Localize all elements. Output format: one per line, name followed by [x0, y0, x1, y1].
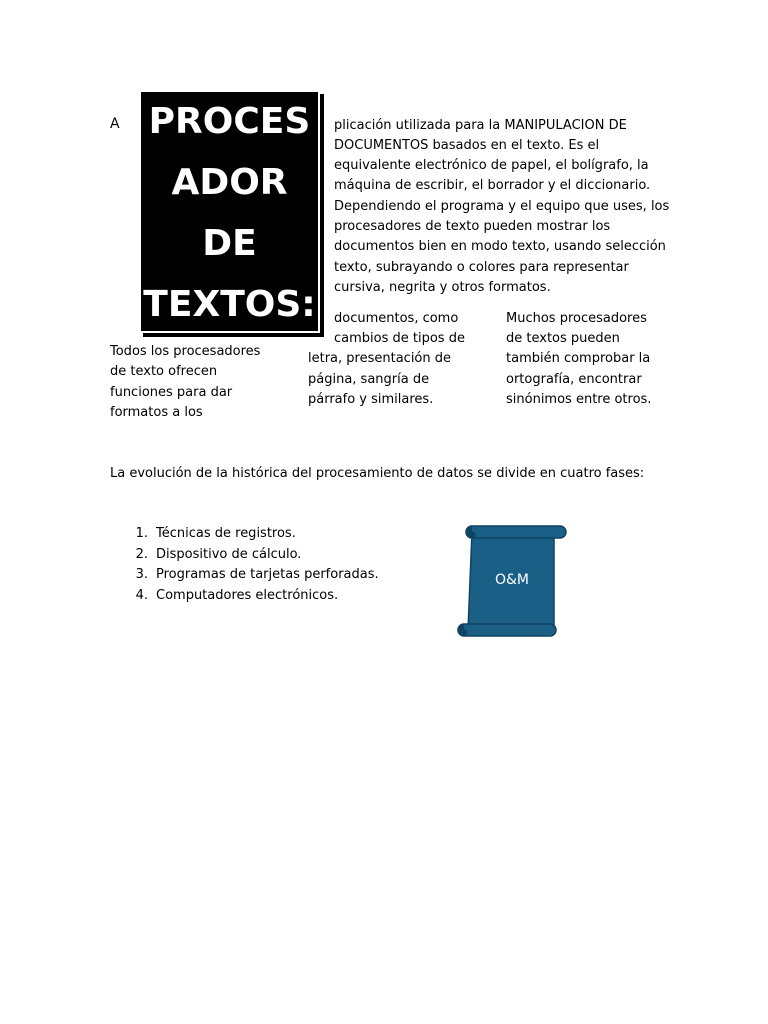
- column-line: de textos pueden: [506, 331, 620, 346]
- column-line: párrafo y similares.: [308, 392, 434, 407]
- column-line: letra, presentación de: [308, 351, 451, 366]
- evolution-paragraph: La evolución de la histórica del procesamiento de datos se divide en cuatro fases:: [110, 466, 645, 481]
- column-line: cambios de tipos de: [334, 331, 465, 346]
- list-number: 1.: [135, 526, 148, 541]
- column-line: página, sangría de: [308, 372, 430, 387]
- scroll-label: O&M: [494, 572, 529, 588]
- intro-line: procesadores de texto pueden mostrar los: [334, 219, 611, 234]
- dropcap-letter: A: [110, 116, 120, 132]
- list-number: 3.: [135, 567, 148, 583]
- intro-line: DOCUMENTOS basados en el texto. Es el: [334, 138, 600, 153]
- list-text: Programas de tarjetas perforadas.: [156, 567, 379, 583]
- column-line: documentos, como: [334, 311, 459, 326]
- column-line: funciones para dar: [110, 385, 233, 400]
- list-text: Computadores electrónicos.: [156, 587, 339, 603]
- list-text: Dispositivo de cálculo.: [156, 546, 302, 562]
- title-box: [139, 90, 320, 333]
- column-line: sinónimos entre otros.: [506, 392, 652, 407]
- intro-line: equivalente electrónico de papel, el bolígrafo, la: [334, 158, 649, 173]
- column-line: formatos a los: [110, 405, 203, 420]
- title-line: DE: [202, 223, 257, 264]
- scroll-top-roll: [466, 526, 566, 538]
- title-line: ADOR: [171, 162, 288, 203]
- intro-line: máquina de escribir, el borrador y el diccionario.: [334, 178, 651, 193]
- list-number: 2.: [135, 546, 148, 562]
- column-line: Muchos procesadores: [506, 311, 647, 326]
- column-line: también comprobar la: [506, 351, 651, 366]
- column-line: Todos los procesadores: [110, 344, 261, 359]
- title-line: PROCES: [148, 101, 311, 142]
- intro-line: texto, subrayando o colores para representar: [334, 260, 629, 275]
- intro-line: cursiva, negrita y otros formatos.: [334, 280, 551, 295]
- scroll-bottom-roll: [458, 624, 556, 636]
- intro-line: documentos bien en modo texto, usando selección: [334, 239, 666, 254]
- list-text: Técnicas de registros.: [156, 526, 296, 541]
- list-number: 4.: [135, 587, 148, 603]
- column-line: de texto ofrecen: [110, 364, 218, 379]
- intro-line: Dependiendo el programa y el equipo que uses, los: [334, 199, 670, 214]
- column-line: ortografía, encontrar: [506, 372, 642, 387]
- intro-line: plicación utilizada para la MANIPULACION DE: [334, 118, 627, 133]
- title-line: TEXTOS:: [143, 284, 316, 325]
